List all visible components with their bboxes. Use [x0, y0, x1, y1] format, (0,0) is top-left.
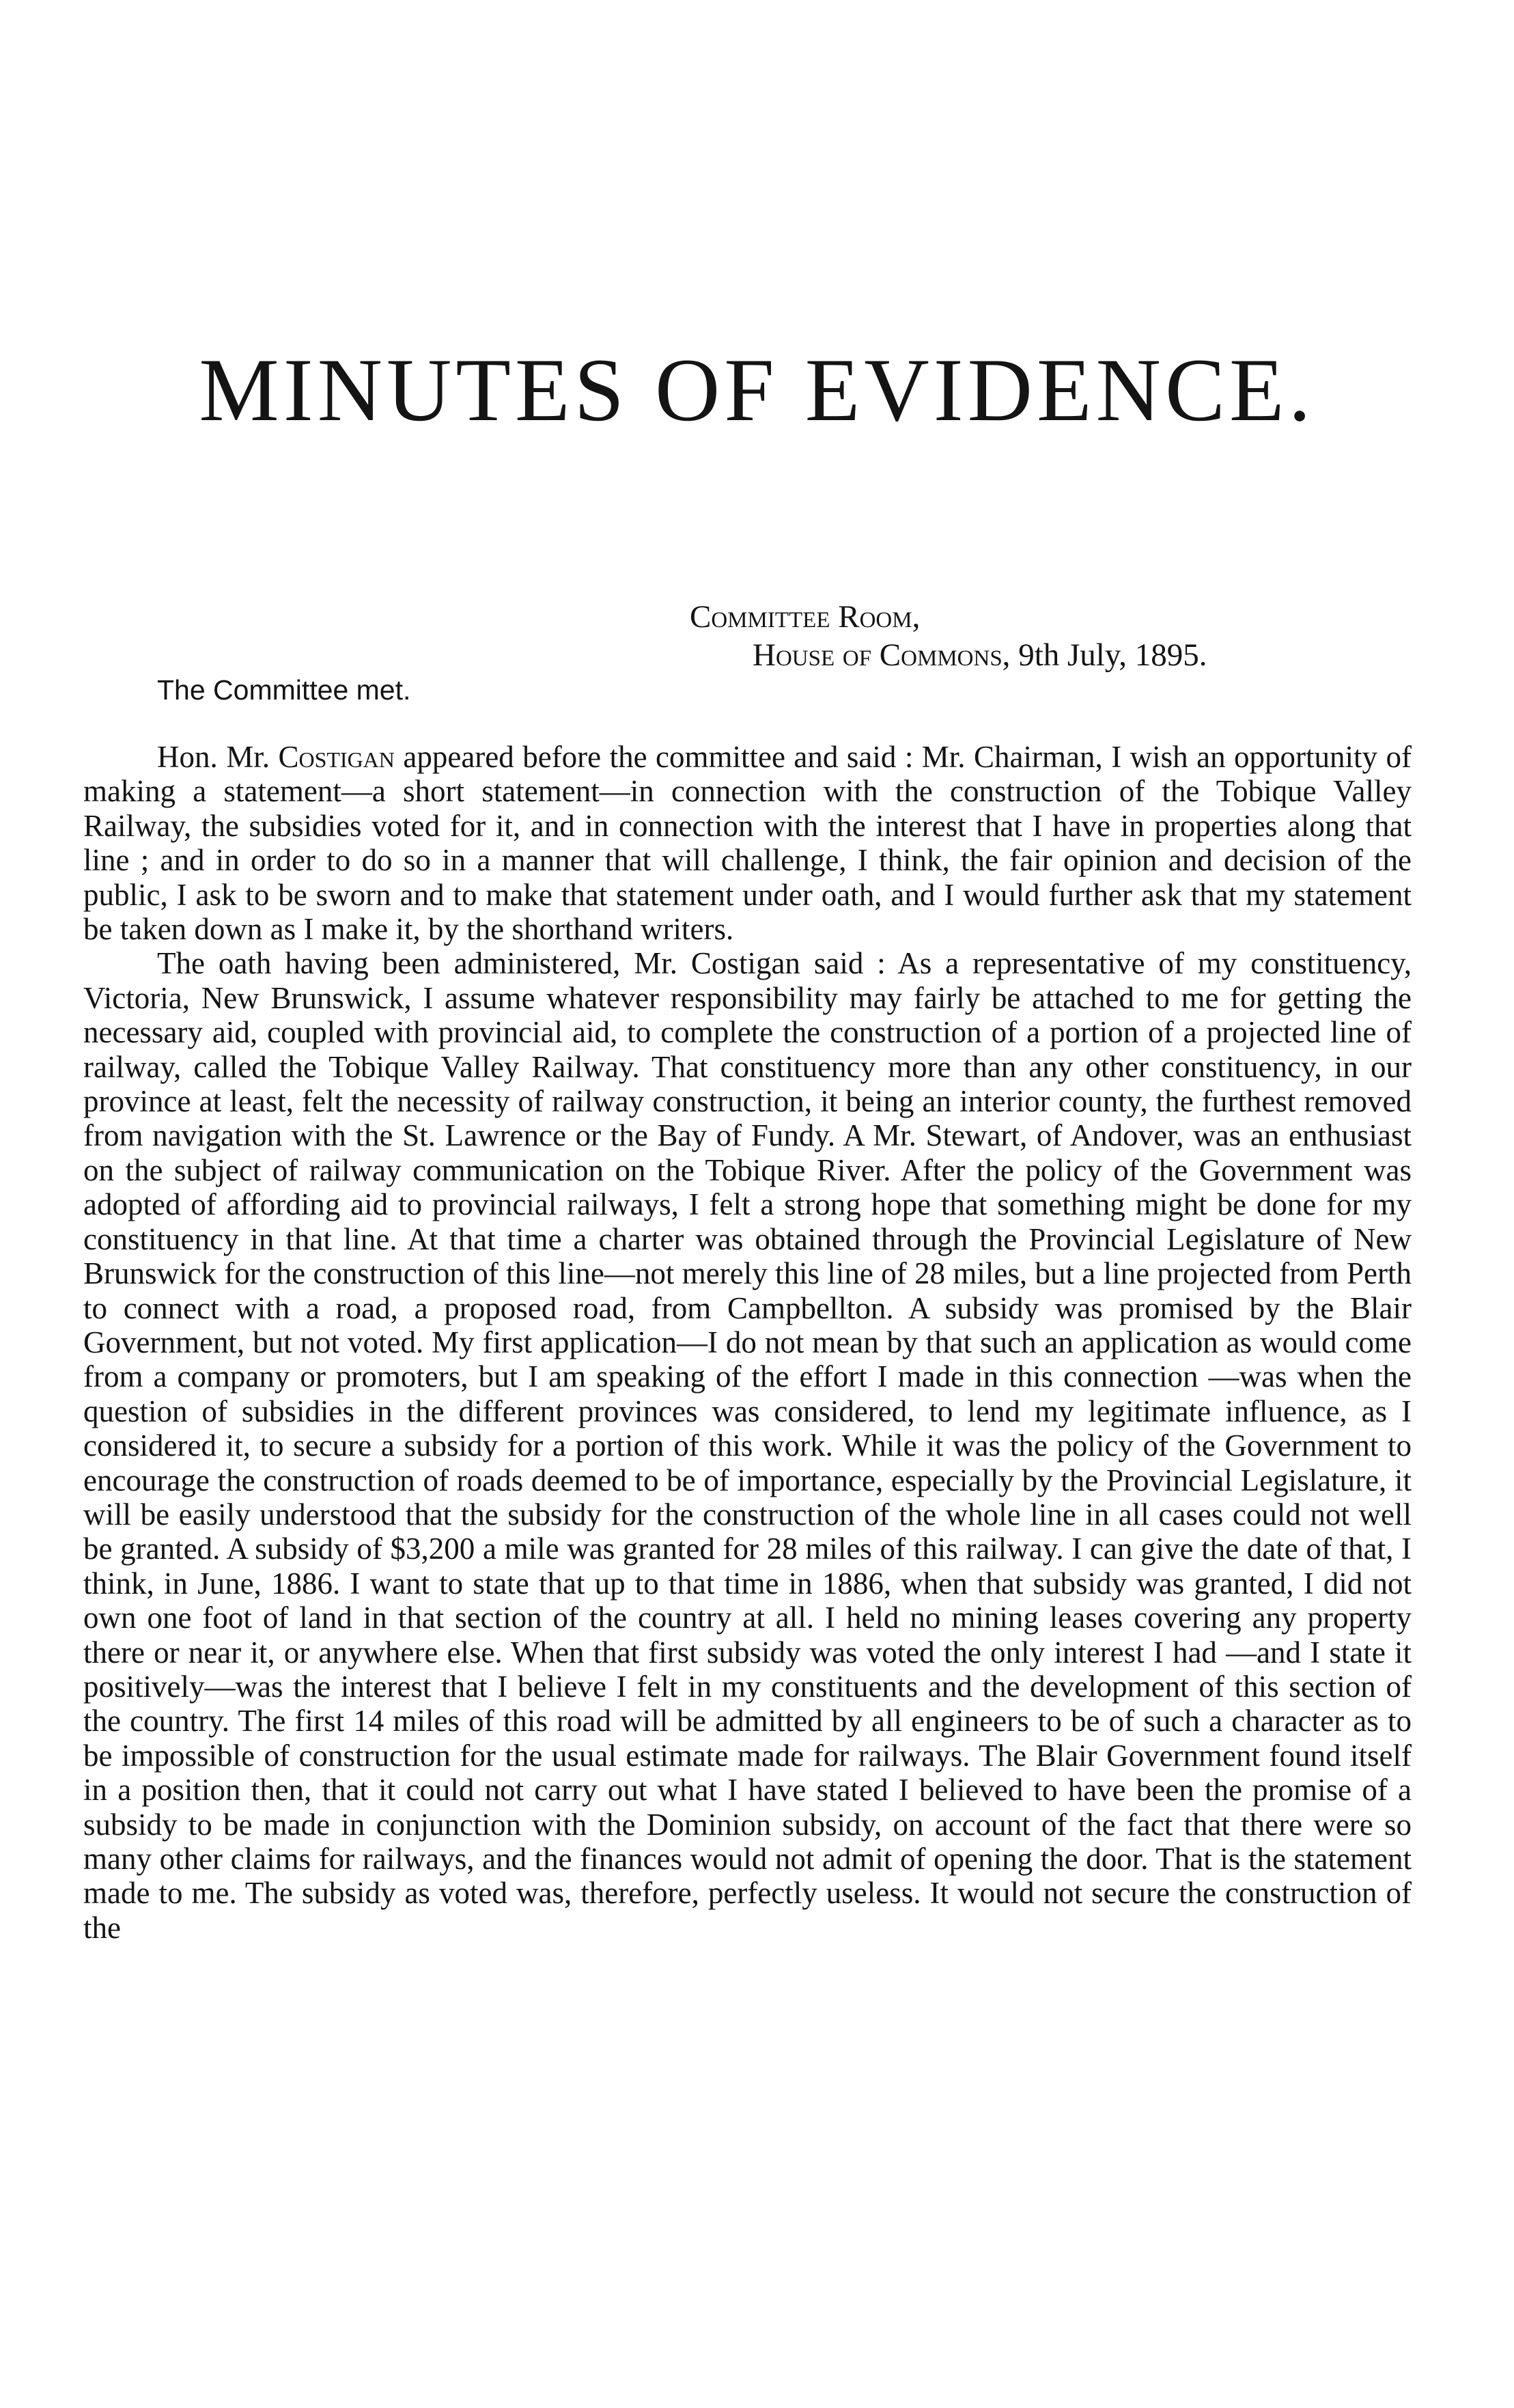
venue-house: House of Commons, [753, 637, 1011, 673]
document-title: MINUTES OF EVIDENCE. [199, 340, 1315, 440]
paragraph-opening-statement [83, 740, 1412, 946]
evidence-body [83, 740, 1412, 1945]
meeting-venue [690, 598, 1207, 674]
paragraph-text: appeared before the committee and said : Mr. Chairman, I wish an opportunity of making a statement—a short statement—in connection with the construction of the Tobique Valley Railway, the subsidies voted for it, and in connection with the interest that I have in properties along that line ; and in order to do so in a manner that will challenge, I think, the fair opinion and decision of the public, I ask to be sworn and to make that statement under oath, and I would further ask that my statement be taken down as I make it, by the shorthand writers. [83, 740, 1412, 947]
venue-house-date-line [690, 636, 1207, 674]
paragraph-sworn-statement: The oath having been administered, Mr. Costigan said : As a representative of my constituency, Victoria, New Brunswick, I assume whatever responsibility may fairly be attached to me for getting the necessary aid, coupled with provincial aid, to complete the construction of a portion of a projected line of railway, called the Tobique Valley Railway. That constituency more than any other constituency, in our province at least, felt the necessity of railway construction, it being an interior county, the furthest removed from navigation with the St. Lawrence or the Bay of Fundy. A Mr. Stewart, of Andover, was an enthusiast on the subject of railway communication on the Tobique River. After the policy of the Government was adopted of affording aid to provincial railways, I felt a strong hope that something might be done for my constituency in that line. At that time a charter was obtained through the Provincial Legislature of New Brunswick for the construction of this line—not merely this line of 28 miles, but a line projected from Perth to connect with a road, a proposed road, from Campbellton. A subsidy was promised by the Blair Government, but not voted. My first application—I do not mean by that such an application as would come from a company or promoters, but I am speaking of the effort I made in this connection —was when the question of subsidies in the different provinces was considered, to lend my legitimate influence, as I considered it, to secure a subsidy for a portion of this work. While it was the policy of the Government to encourage the construction of roads deemed to be of importance, especially by the Provincial Legislature, it will be easily understood that the subsidy for the construction of the whole line in all cases could not well be granted. A subsidy of $3,200 a mile was granted for 28 miles of this railway. I can give the date of that, I think, in June, 1886. I want to state that up to that time in 1886, when that subsidy was granted, I did not own one foot of land in that section of the country at all. I held no mining leases covering any property there or near it, or anywhere else. When that first subsidy was voted the only interest I had —and I state it positively—was the interest that I believe I felt in my constituents and the development of this section of the country. The first 14 miles of this road will be admitted by all engineers to be of such a character as to be impossible of construction for the usual estimate made for railways. The Blair Government found itself in a position then, that it could not carry out what I have stated I believed to have been the promise of a subsidy to be made in conjunction with the Dominion subsidy, on account of the fact that there were so many other claims for railways, and the finances would not admit of opening the door. That is the statement made to me. The subsidy as voted was, therefore, perfectly useless. It would not secure the construction of the [83, 946, 1412, 1945]
venue-room: Committee Room, [690, 599, 921, 635]
committee-met-line: The Committee met. [157, 674, 411, 706]
speaker-name: Costigan [278, 740, 395, 774]
speaker-honorific: Hon. Mr. [157, 740, 270, 774]
venue-date: 9th July, 1895. [1018, 637, 1207, 673]
